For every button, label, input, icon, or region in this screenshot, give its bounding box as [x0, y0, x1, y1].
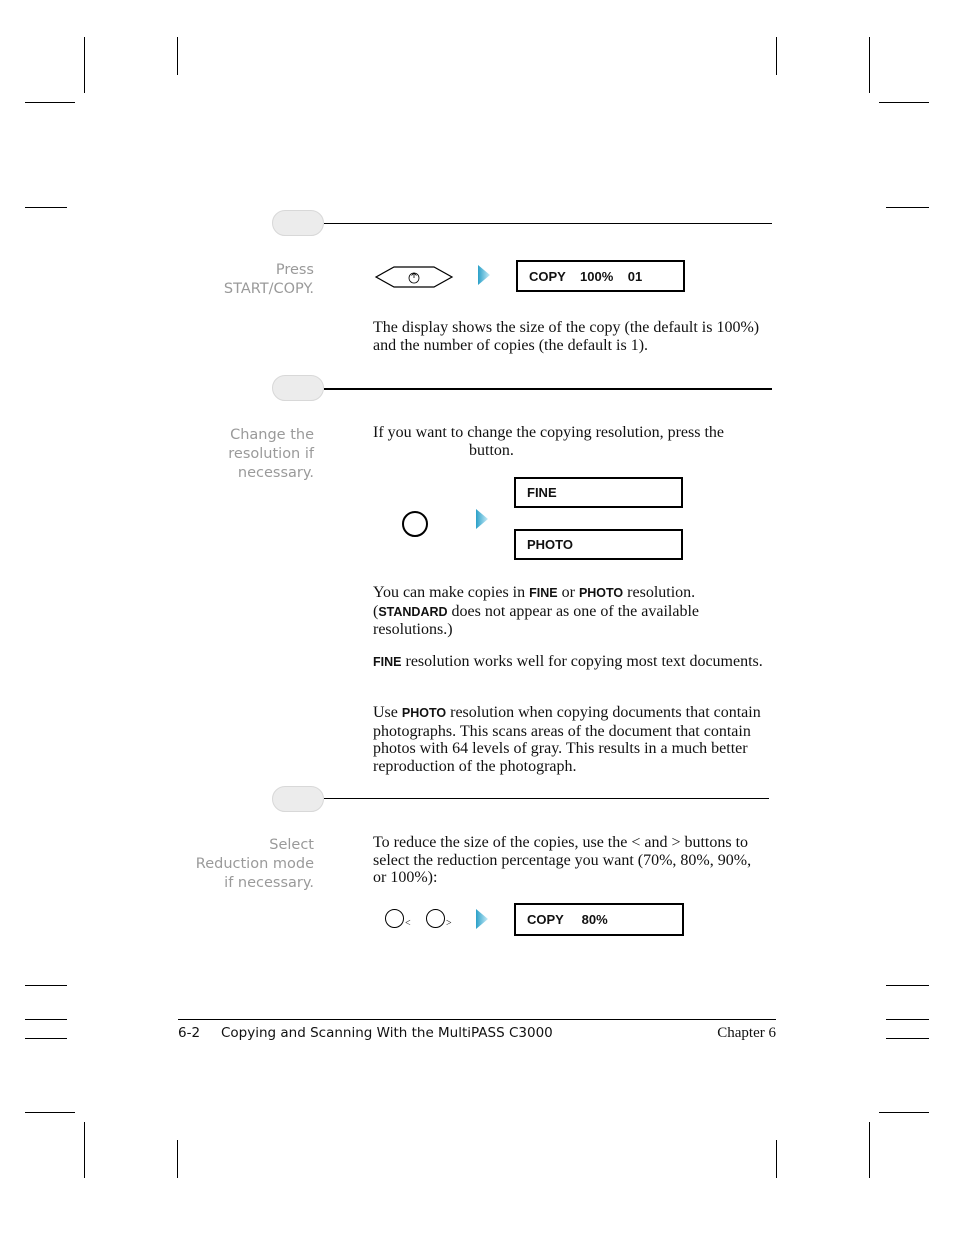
footer-rule	[178, 1019, 776, 1020]
step-rule	[324, 223, 772, 224]
step2-intro-part1: If you want to change the copying resolution, press the	[373, 424, 725, 441]
step3-text: To reduce the size of the copies, use the < and > buttons to select the reduction percentage you want (70%, 80%, 90%, or 100%):	[373, 834, 752, 886]
standard-keyword: STANDARD	[378, 604, 448, 619]
step-rule	[324, 798, 769, 799]
lcd-display-fine: FINE	[514, 477, 683, 508]
crop-mark	[886, 207, 929, 208]
text-run: does not appear as one of the available resolutions.)	[373, 602, 699, 638]
page-number: 6-2	[178, 1025, 201, 1041]
crop-mark	[177, 1140, 178, 1178]
left-button-label: <	[405, 918, 411, 929]
crop-mark	[25, 207, 67, 208]
text-run: Use	[373, 704, 402, 721]
crop-mark	[25, 1019, 67, 1020]
text-run: resolution works well for copying most text documents.	[401, 653, 763, 670]
step1-side-label: Press START/COPY.	[223, 262, 314, 297]
start-copy-button-icon	[374, 263, 454, 291]
crop-mark	[25, 985, 67, 986]
text-run: (	[373, 602, 379, 620]
crop-mark	[25, 102, 75, 103]
crop-mark	[84, 37, 85, 93]
text-run: You can make copies in	[373, 584, 530, 601]
lcd-display-photo: PHOTO	[514, 529, 683, 560]
crop-mark	[879, 1112, 929, 1113]
crop-mark	[84, 1122, 85, 1178]
crop-mark	[879, 102, 929, 103]
step-rule	[324, 388, 772, 390]
crop-mark	[776, 37, 777, 75]
crop-mark	[25, 1038, 67, 1039]
photo-keyword: PHOTO	[401, 706, 447, 720]
chapter-label: Chapter 6	[717, 1025, 776, 1041]
step3-side-label: Select Reduction mode if necessary.	[195, 837, 314, 891]
step2-intro-part2: button.	[469, 441, 514, 459]
photo-keyword: PHOTO	[578, 586, 624, 600]
reduce-right-button-icon	[426, 909, 445, 928]
reduce-left-button-icon	[385, 909, 404, 928]
arrow-right-icon	[476, 909, 488, 929]
crop-mark	[886, 1038, 929, 1039]
lcd-display: COPY 100% 01	[516, 260, 685, 292]
resolution-button-icon	[402, 511, 428, 537]
arrow-right-icon	[478, 265, 490, 285]
step-marker	[272, 786, 324, 812]
right-button-label: >	[446, 918, 452, 929]
step2-paragraph-1	[373, 584, 768, 639]
step2-side-label: Change the resolution if necessary.	[228, 427, 314, 481]
step1-text: The display shows the size of the copy (the default is 100%) and the number of copies (the default is 1).	[373, 319, 760, 354]
fine-keyword: FINE	[373, 655, 402, 669]
text-run: resolution.	[623, 584, 696, 601]
step2-paragraph-2	[373, 653, 768, 672]
crop-mark	[869, 37, 870, 93]
text-run: resolution when copying documents that contain photographs. This scans areas of the document that contain photos with 64 levels of gray. This results in a much better reproduction of the photograph.	[373, 704, 761, 775]
crop-mark	[886, 985, 929, 986]
crop-mark	[886, 1019, 929, 1020]
text-run: or	[557, 584, 579, 601]
lcd-display: COPY 80%	[514, 903, 684, 936]
step-marker	[272, 210, 324, 236]
footer-title: Copying and Scanning With the MultiPASS C3000	[221, 1025, 553, 1041]
crop-mark	[869, 1122, 870, 1178]
crop-mark	[25, 1112, 75, 1113]
step2-intro	[373, 424, 768, 459]
crop-mark	[177, 37, 178, 75]
crop-mark	[776, 1140, 777, 1178]
step-marker	[272, 375, 324, 401]
arrow-right-icon	[476, 509, 488, 529]
step2-paragraph-3	[373, 704, 768, 775]
fine-keyword: FINE	[529, 586, 558, 600]
